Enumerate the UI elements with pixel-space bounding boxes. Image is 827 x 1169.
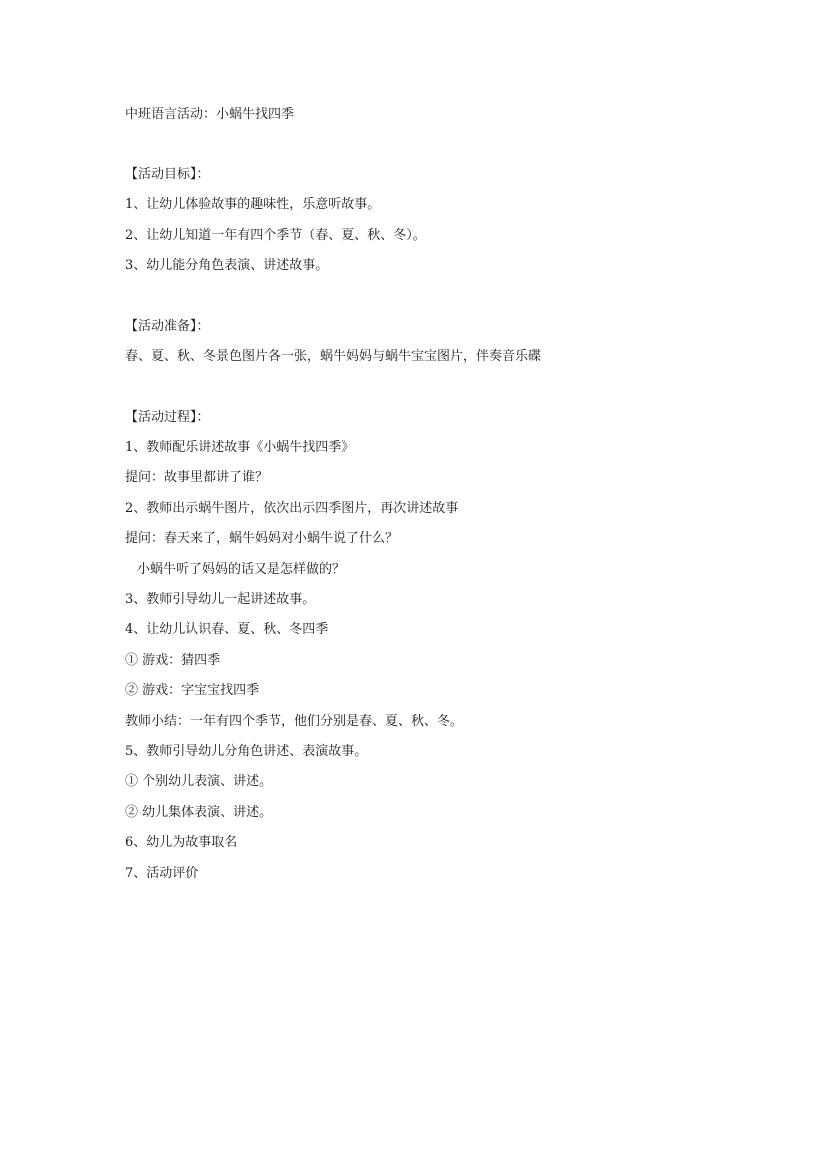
process-item: 1、教师配乐讲述故事《小蜗牛找四季》 — [125, 440, 355, 455]
process-item: ① 游戏：猜四季 — [125, 653, 221, 668]
process-item: 7、活动评价 — [125, 866, 199, 881]
section-heading-preparation: 【活动准备】： — [125, 319, 210, 334]
goal-item: 1、让幼儿体验故事的趣味性，乐意听故事。 — [125, 197, 381, 212]
process-item: 4、让幼儿认识春、夏、秋、冬四季 — [125, 622, 329, 637]
process-item: ① 个别幼儿表演、讲述。 — [125, 774, 273, 789]
process-item: 小蜗牛听了妈妈的话又是怎样做的？ — [137, 562, 346, 577]
process-item: ② 游戏：字宝宝找四季 — [125, 683, 260, 698]
goal-item: 3、幼儿能分角色表演、讲述故事。 — [125, 258, 329, 273]
process-item: 5、教师引导幼儿分角色讲述、表演故事。 — [125, 744, 368, 759]
process-item: 教师小结：一年有四个季节，他们分别是春、夏、秋、冬。 — [125, 714, 464, 729]
process-item: 提问：春天来了，蜗牛妈妈对小蜗牛说了什么？ — [125, 531, 399, 546]
preparation-item: 春、夏、秋、冬景色图片各一张，蜗牛妈妈与蜗牛宝宝图片，伴奏音乐碟 — [125, 349, 542, 364]
process-item: ② 幼儿集体表演、讲述。 — [125, 805, 273, 820]
section-heading-process: 【活动过程】： — [125, 410, 210, 425]
document-title: 中班语言活动：小蜗牛找四季 — [125, 107, 295, 122]
process-item: 6、幼儿为故事取名 — [125, 835, 238, 850]
section-heading-goals: 【活动目标】： — [125, 167, 210, 182]
process-item: 提问：故事里都讲了谁？ — [125, 470, 269, 485]
process-item: 2、教师出示蜗牛图片，依次出示四季图片，再次讲述故事 — [125, 501, 459, 516]
process-item: 3、教师引导幼儿一起讲述故事。 — [125, 592, 316, 607]
goal-item: 2、让幼儿知道一年有四个季节（春、夏、秋、冬）。 — [125, 228, 426, 243]
